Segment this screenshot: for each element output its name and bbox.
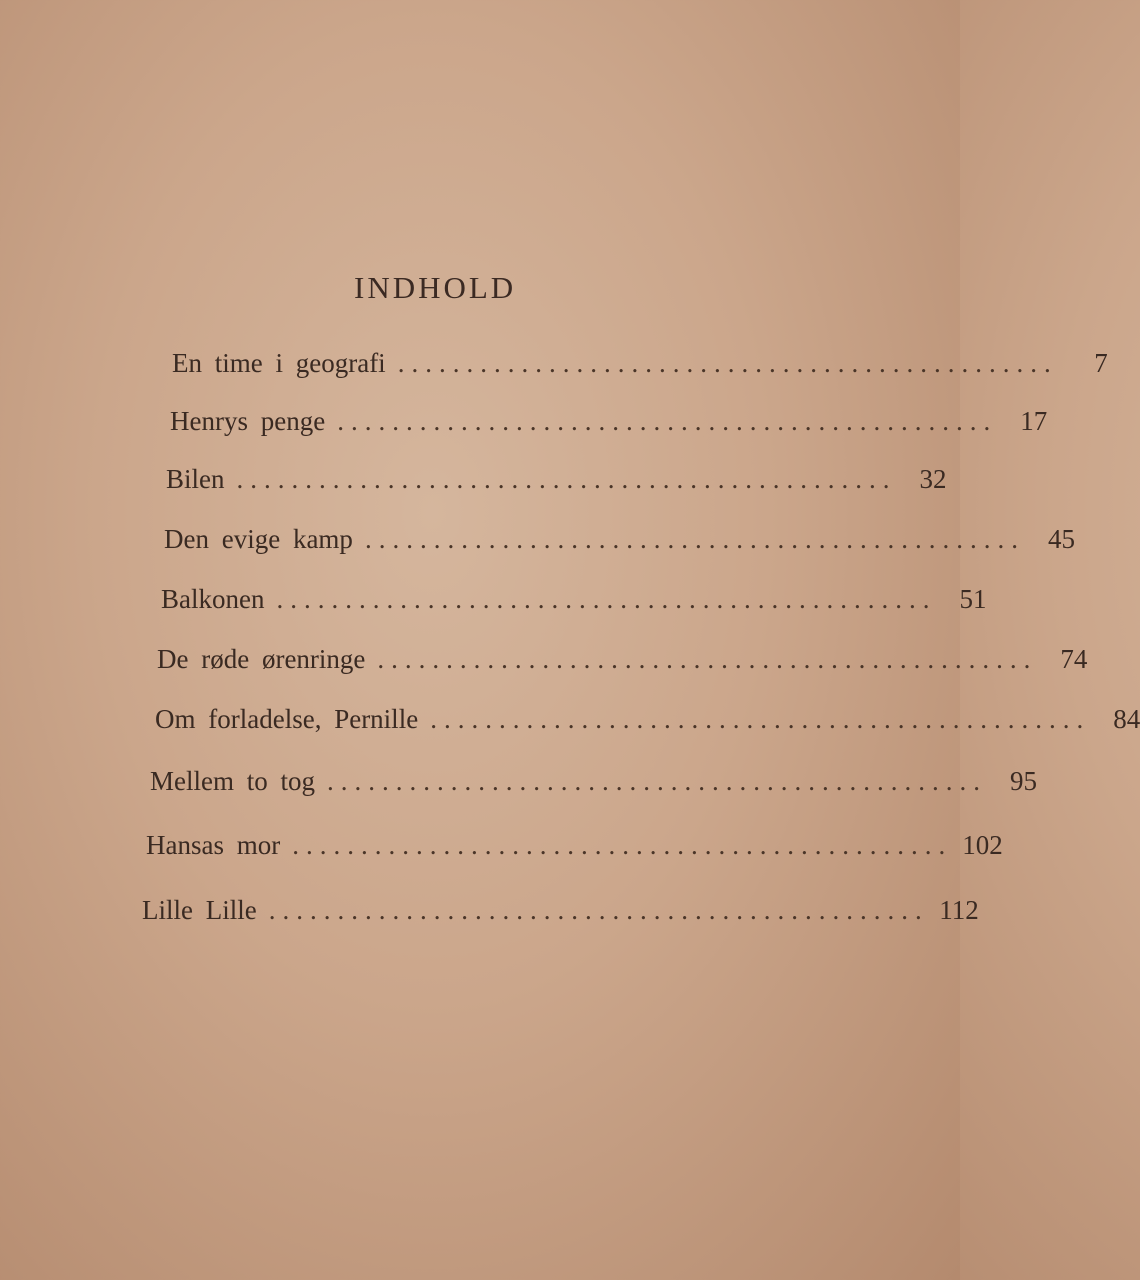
leader-dots: ................................................ <box>364 524 1025 554</box>
toc-entry <box>166 464 947 495</box>
leader-dots: ................................................ <box>236 464 897 494</box>
toc-entry-title: De røde ørenringe <box>157 644 366 674</box>
toc-entry-page: 32 <box>919 464 947 494</box>
toc-entry <box>150 766 1037 797</box>
toc-entry-page: 45 <box>1047 524 1075 554</box>
leader-dots: ................................................ <box>377 644 1038 674</box>
toc-entry-title: Balkonen <box>161 584 265 614</box>
leader-dots: ................................................ <box>337 406 998 436</box>
toc-entry-page: 7 <box>1094 348 1108 378</box>
toc-entry <box>170 406 1048 437</box>
toc-entry <box>172 348 1108 379</box>
toc-entry-title: Hansas mor <box>146 830 281 860</box>
toc-entry <box>161 584 987 615</box>
toc-entry <box>146 830 1003 861</box>
toc-entry-title: Om forladelse, Pernille <box>155 704 419 734</box>
toc-entry <box>164 524 1075 555</box>
toc-entry-title: Henrys penge <box>170 406 326 436</box>
toc-entry-page: 112 <box>939 895 979 925</box>
toc-entry-title: En time i geografi <box>172 348 386 378</box>
leader-dots: ................................................ <box>397 348 1058 378</box>
leader-dots: ................................................ <box>326 766 987 796</box>
toc-entry <box>142 895 979 926</box>
toc-entry <box>157 644 1088 675</box>
toc-entry-title: Bilen <box>166 464 225 494</box>
toc-entry-page: 51 <box>959 584 987 614</box>
leader-dots: ................................................ <box>268 895 929 925</box>
leader-dots: ................................................ <box>430 704 1091 734</box>
toc-entry-page: 102 <box>962 830 1003 860</box>
toc-heading: INDHOLD <box>354 270 517 305</box>
toc-entry-page: 84 <box>1113 704 1140 734</box>
toc-entry-title: Mellem to tog <box>150 766 315 796</box>
toc-entry-title: Lille Lille <box>142 895 257 925</box>
leader-dots: ................................................ <box>276 584 937 614</box>
leader-dots: ................................................ <box>292 830 953 860</box>
toc-entry-title: Den evige kamp <box>164 524 353 554</box>
toc-entry <box>155 704 1140 735</box>
toc-entry-page: 74 <box>1060 644 1088 674</box>
toc-entry-page: 17 <box>1020 406 1048 436</box>
toc-entry-page: 95 <box>1009 766 1037 796</box>
